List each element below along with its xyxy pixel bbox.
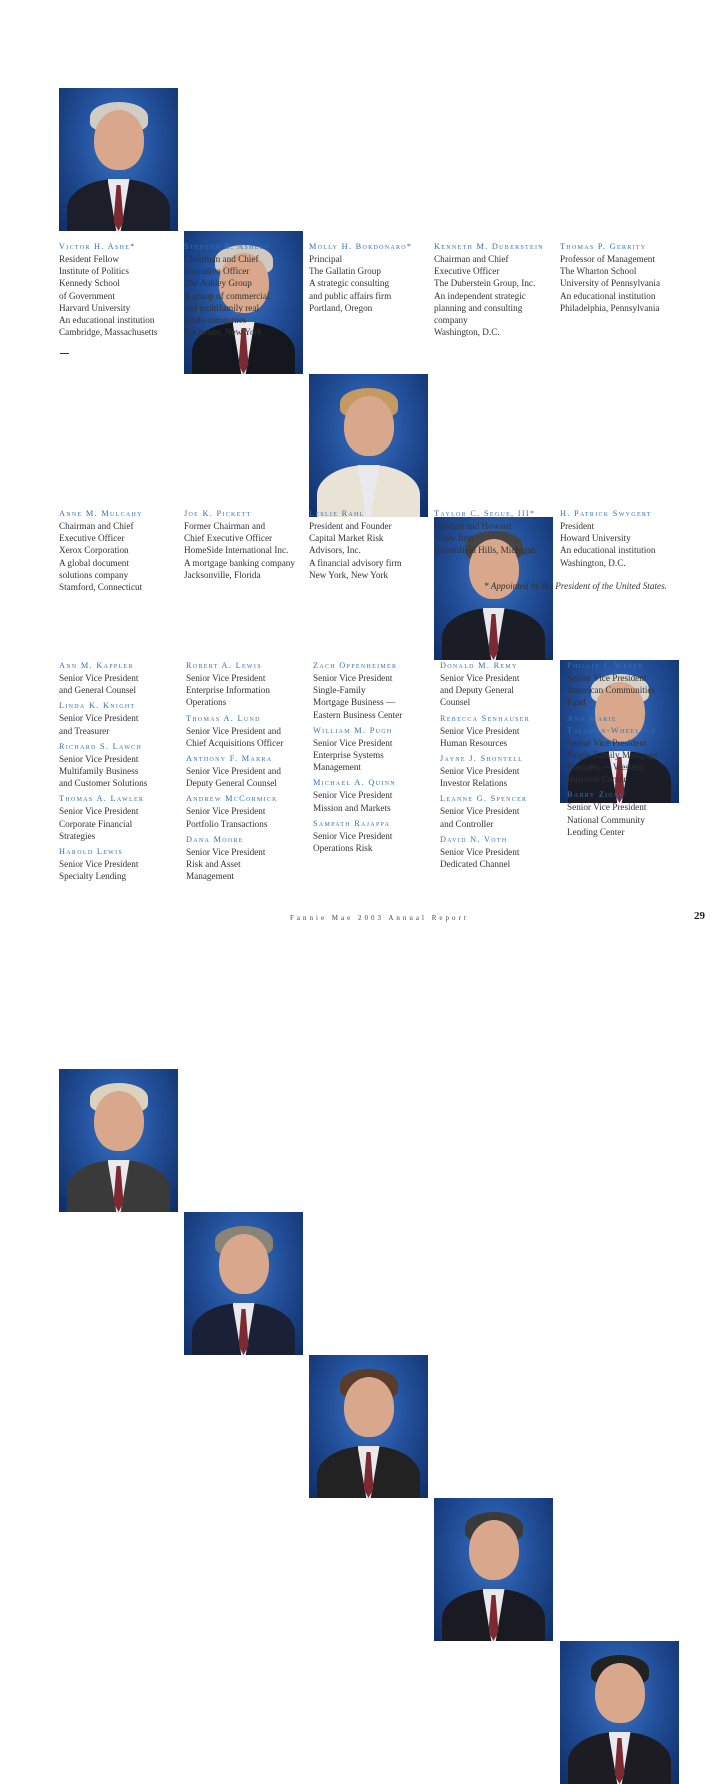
executive-title-line: and Treasurer — [59, 725, 110, 736]
portrait-photo — [434, 1498, 553, 1641]
director-bio — [309, 241, 412, 314]
director-bio-line: planning and consulting — [434, 302, 523, 313]
executive-title-line: Senior Vice President — [313, 737, 393, 748]
executive-title-line: Dedicated Channel — [440, 859, 511, 870]
director-bio — [184, 241, 270, 338]
executive-name: Leanne G. Spencer — [440, 794, 528, 804]
executive-title-line: Enterprise Systems — [313, 750, 384, 761]
executive-title-line: Business Center — [567, 774, 627, 785]
executive-title-line: Senior Vice President — [186, 806, 266, 817]
executive-title-line: Counsel — [440, 697, 471, 708]
director-bio-line: Kennedy School — [59, 278, 120, 289]
director-bio-line: Professor of Management — [560, 254, 655, 264]
executive-name: Thomas A. Lund — [186, 713, 261, 723]
executive-title-line: Multifamily Business — [59, 766, 139, 777]
executive-title-line: Senior Vice President — [567, 737, 647, 748]
director-bio — [59, 508, 143, 593]
director-name: Leslie Rahl — [309, 509, 365, 518]
executive-name: Robert A. Lewis — [186, 661, 262, 670]
director-bio-line: and multifamily real — [184, 302, 260, 313]
executive-column — [59, 660, 147, 882]
executive-title-line: Enterprise Information — [186, 685, 270, 696]
executive-title-line: Investor Relations — [440, 778, 508, 789]
executive-title-line: Strategies — [59, 830, 96, 841]
executive-title-line: Management — [186, 871, 234, 882]
executive-title-line: Mission and Markets — [313, 802, 391, 813]
executive-name: William M. Pugh — [313, 725, 393, 735]
director-bio-line: The Ashley Group — [184, 278, 252, 289]
portrait-photo — [59, 88, 178, 231]
director-bio-line: The Wharton School — [560, 266, 637, 277]
director-bio — [184, 508, 295, 581]
executive-title-line: Lending Center — [567, 826, 625, 837]
executive-title-line: Senior Vice President — [186, 846, 266, 857]
executive-name: Sampath Rajappa — [313, 818, 391, 828]
executive-title-line: Senior Vice President and — [186, 766, 281, 777]
director-bio-line: University of Pennsylvania — [560, 278, 661, 289]
director-bio-line: Jacksonville, Florida — [184, 569, 261, 580]
executive-name: Andrew McCormick — [186, 794, 278, 804]
executive-name: Richard S. Lawch — [59, 741, 143, 751]
executive-name: Anthony F. Marra — [186, 754, 273, 764]
director-bio-line: estate companies — [184, 315, 247, 326]
executive-name: Harold Lewis — [59, 847, 124, 857]
director-bio-line: Principal — [309, 254, 343, 264]
executive-title-line: Senior Vice President — [440, 846, 520, 857]
portrait-photo — [309, 374, 428, 517]
portrait-photo — [560, 1641, 679, 1784]
director-bio-line: Chairman and Chief — [184, 254, 259, 264]
executive-name: Donald M. Remy — [440, 661, 518, 670]
executive-name: Linda K. Knight — [59, 701, 136, 711]
director-bio-line: A law firm — [434, 533, 474, 544]
director-name: Molly H. Bordonaro* — [309, 242, 413, 251]
director-bio-line: Washington, D.C. — [434, 327, 500, 338]
director-bio-line: A strategic consulting — [309, 278, 390, 289]
executive-title-line: Operations Risk — [313, 843, 373, 854]
executive-title-line: Single-Family — [313, 685, 366, 696]
director-bio-line: Executive Officer — [184, 266, 250, 277]
executive-title-line: and Controller — [440, 818, 494, 829]
director-bio — [434, 241, 544, 338]
executive-column — [313, 660, 402, 854]
executive-title-line: Senior Vice President — [59, 753, 139, 764]
director-bio — [309, 508, 402, 581]
executive-title-line: Senior Vice President — [567, 802, 647, 813]
director-bio-line: Advisors, Inc. — [309, 545, 361, 556]
executive-title-line: Human Resources — [440, 737, 508, 748]
director-bio-line: Stamford, Connecticut — [59, 582, 143, 593]
director-bio-line: The Duberstein Group, Inc. — [434, 278, 536, 289]
director-bio-line: An educational institution — [560, 290, 656, 301]
executive-title-line: Corporate Financial — [59, 818, 133, 829]
executive-title-line: and Customer Solutions — [59, 778, 148, 789]
director-bio-line: Institute of Politics — [59, 266, 129, 277]
executive-title-line: Eastern Business Center — [313, 709, 403, 720]
director-bio — [59, 241, 158, 338]
executive-title-line: Portfolio Transactions — [186, 818, 268, 829]
director-name: Stephen B. Ashley — [184, 242, 271, 251]
director-bio-line: The Gallatin Group — [309, 266, 381, 277]
director-bio-line: A group of commercial — [184, 290, 270, 301]
director-name: Anne M. Mulcahy — [59, 509, 143, 518]
director-bio-line: Bloomfield Hills, Michigan — [434, 545, 536, 556]
director-bio-line: of Government — [59, 290, 115, 301]
executive-name: Ann M. Kappler — [59, 661, 134, 670]
executive-name: Rebecca Senhauser — [440, 713, 530, 723]
executive-name: David N. Voth — [440, 834, 508, 844]
director-bio — [560, 241, 660, 314]
executive-title-line: Chief Acquisitions Officer — [186, 737, 284, 748]
executive-name: Ann Marie — [567, 713, 617, 723]
director-name: Joe K. Pickett — [184, 509, 252, 518]
director-name: H. Patrick Swygert — [560, 509, 652, 518]
executive-title-line: Senior Vice President — [567, 673, 647, 683]
director-bio-line: A mortgage banking company — [184, 557, 295, 568]
executive-title-line: Specialty Lending — [59, 871, 127, 882]
director-bio — [560, 508, 655, 569]
director-bio-line: Resident Fellow — [59, 254, 119, 264]
director-bio-line: Rochester, New York — [184, 327, 263, 338]
executive-column — [186, 660, 283, 882]
executive-title-line: Senior Vice President — [59, 806, 139, 817]
director-bio-line: Former Chairman and — [184, 521, 266, 531]
executive-title-line: Operations — [186, 697, 227, 708]
executive-title-line: Senior Vice President — [59, 713, 139, 724]
director-bio-line: A financial advisory firm — [309, 557, 402, 568]
executive-title-line: Senior Vice President — [186, 673, 266, 683]
director-bio-line: Chairman and Chief — [434, 254, 509, 264]
executive-name: Thomas A. Lawler — [59, 794, 145, 804]
executive-title-line: and Deputy General — [440, 685, 514, 696]
executive-title-line: and General Counsel — [59, 685, 137, 696]
director-bio-line: HomeSide International Inc. — [184, 545, 289, 556]
director-bio-line: New York, New York — [309, 569, 389, 580]
director-bio-line: President and Founder — [309, 521, 392, 531]
director-bio-line: Philadelphia, Pennsylvania — [560, 302, 660, 313]
executive-title-line: Business — Western — [567, 762, 644, 773]
footnote: * Appointed by the President of the United States. — [484, 581, 667, 591]
executive-name: Tallman-Wheelock — [567, 725, 658, 735]
executive-name: Jayne J. Shontell — [440, 754, 524, 764]
executive-title-line: Senior Vice President — [440, 766, 520, 777]
director-bio-line: An educational institution — [560, 545, 656, 556]
portrait-photo — [309, 1355, 428, 1498]
executive-title-line: Fund — [567, 697, 586, 708]
executive-title-line: Deputy General Counsel — [186, 778, 277, 789]
page-footer: Fannie Mae 2003 Annual Report — [290, 914, 469, 922]
director-bio-line: President — [560, 521, 595, 531]
director-bio — [434, 508, 536, 557]
director-bio-line: Washington, D.C. — [560, 557, 626, 568]
director-bio-line: Howard and Howard — [434, 521, 512, 531]
executive-title-line: Senior Vice President — [313, 790, 393, 801]
executive-title-line: Senior Vice President — [440, 725, 520, 736]
portrait-photo — [59, 1069, 178, 1212]
director-bio-line: Chief Executive Officer — [184, 533, 273, 544]
director-bio-line: Cambridge, Massachusetts — [59, 327, 158, 338]
executive-title-line: Senior Vice President — [59, 859, 139, 870]
director-name: Taylor C. Segue, III* — [434, 509, 536, 518]
executive-title-line: American Communities — [567, 685, 656, 696]
director-bio-line: company — [434, 315, 468, 326]
executive-title-line: National Community — [567, 814, 645, 825]
executive-name: Phillip J. Weber — [567, 661, 644, 670]
director-bio-line: and public affairs firm — [309, 290, 392, 301]
director-bio-line: An independent strategic — [434, 290, 526, 301]
executive-title-line: Senior Vice President — [313, 673, 393, 683]
executive-title-line: Senior Vice President — [313, 830, 393, 841]
executive-title-line: Mortgage Business — — [313, 697, 396, 708]
director-bio-line: An educational institution — [59, 315, 155, 326]
page-number: 29 — [694, 910, 705, 922]
director-bio-line: A global document — [59, 557, 129, 568]
director-bio-line: Harvard University — [59, 302, 131, 313]
executive-title-line: Risk and Asset — [186, 859, 241, 870]
executive-title-line: Management — [313, 762, 361, 773]
executive-column — [567, 660, 658, 838]
executive-title-line: Senior Vice President — [59, 673, 139, 683]
director-bio-line: Executive Officer — [59, 533, 125, 544]
director-bio-line: Capital Market Risk — [309, 533, 384, 544]
director-bio-line: Chairman and Chief — [59, 521, 134, 531]
director-name: Victor H. Ashe* — [59, 242, 136, 251]
executive-name: Barry Zigas — [567, 790, 625, 800]
executive-column — [440, 660, 530, 870]
executive-title-line: Single-Family Mortgage — [567, 749, 658, 760]
director-bio-line: Portland, Oregon — [309, 302, 373, 313]
executive-title-line: Senior Vice President — [440, 806, 520, 817]
director-name: Kenneth M. Duberstein — [434, 242, 544, 251]
director-name: Thomas P. Gerrity — [560, 242, 647, 251]
director-photos-top — [0, 0, 728, 715]
portrait-photo — [184, 1212, 303, 1355]
executive-name: Dana Moore — [186, 834, 244, 844]
divider-mark — [60, 353, 69, 354]
director-bio-line: Xerox Corporation — [59, 545, 129, 556]
executive-name: Michael A. Quinn — [313, 778, 396, 788]
executive-title-line: Senior Vice President — [440, 673, 520, 683]
director-bio-line: Executive Officer — [434, 266, 500, 277]
director-bio-line: Howard University — [560, 533, 631, 544]
director-bio-line: solutions company — [59, 569, 129, 580]
executive-name: Zach Oppenheimer — [313, 661, 398, 670]
executive-title-line: Senior Vice President and — [186, 725, 281, 736]
